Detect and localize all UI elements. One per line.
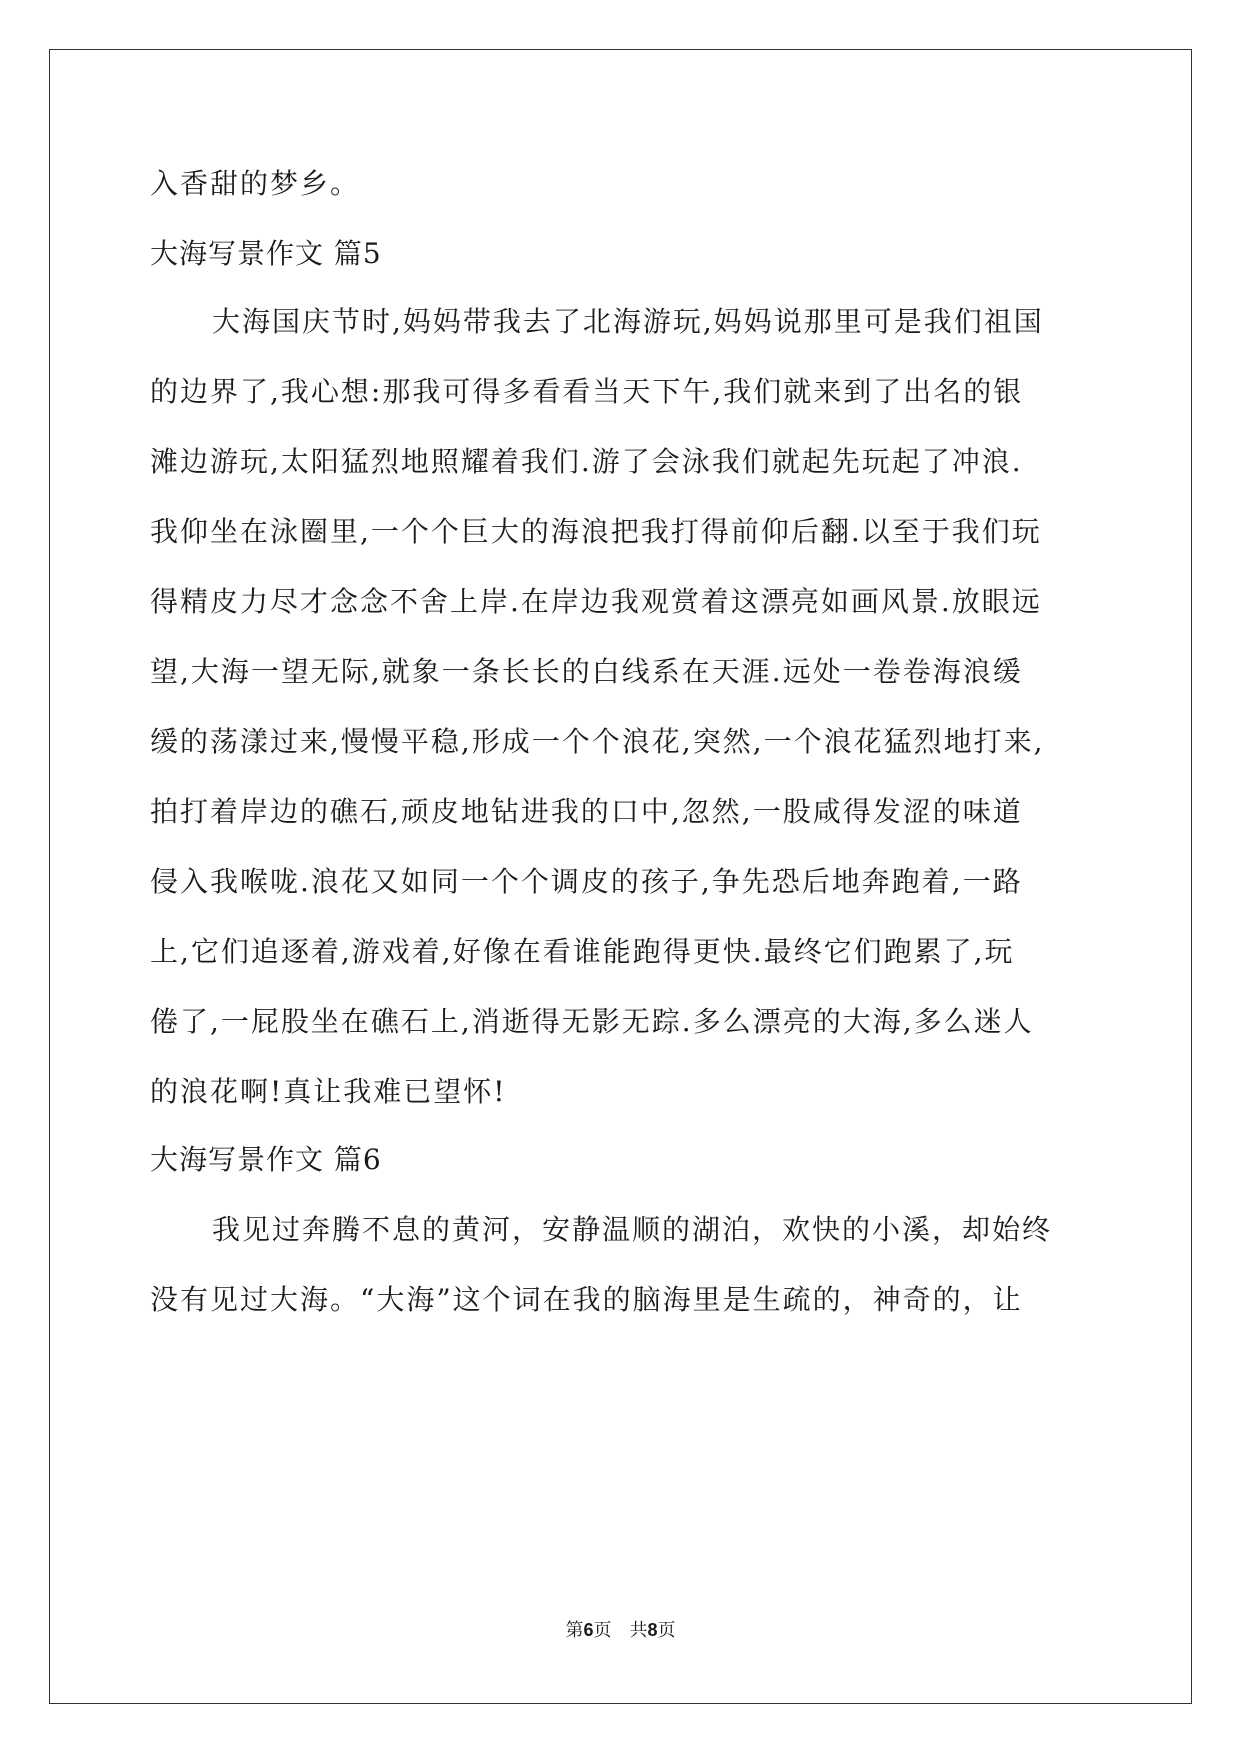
footer-middle: 页 共 <box>593 1620 648 1641</box>
section-heading-6: 大海写景作文 篇6 <box>150 1143 382 1176</box>
text-line: 上,它们追逐着,游戏着,好像在看谁能跑得更快.最终它们跑累了,玩 <box>150 935 1015 968</box>
text-line: 的浪花啊!真让我难已望怀! <box>150 1075 507 1108</box>
text-line: 得精皮力尽才念念不舍上岸.在岸边我观赏着这漂亮如画风景.放眼远 <box>150 585 1042 618</box>
text-line: 入香甜的梦乡。 <box>150 167 361 200</box>
text-line: 拍打着岸边的礁石,顽皮地钻进我的口中,忽然,一股咸得发涩的味道 <box>150 795 1023 828</box>
page-footer <box>0 1618 1241 1643</box>
text-line: 倦了,一屁股坐在礁石上,消逝得无影无踪.多么漂亮的大海,多么迷人 <box>150 1005 1034 1038</box>
section-heading-5: 大海写景作文 篇5 <box>150 237 382 270</box>
footer-prefix: 第 <box>565 1620 584 1641</box>
footer-suffix: 页 <box>657 1620 676 1641</box>
text-line: 缓的荡漾过来,慢慢平稳,形成一个个浪花,突然,一个浪花猛烈地打来, <box>150 725 1045 758</box>
text-line: 望,大海一望无际,就象一条长长的白线系在天涯.远处一卷卷海浪缓 <box>150 655 1023 688</box>
current-page-number: 6 <box>583 1620 594 1640</box>
text-line: 大海国庆节时,妈妈带我去了北海游玩,妈妈说那里可是我们祖国 <box>212 305 1044 338</box>
text-line: 滩边游玩,太阳猛烈地照耀着我们.游了会泳我们就起先玩起了冲浪. <box>150 445 1023 478</box>
text-line: 没有见过大海。“大海”这个词在我的脑海里是生疏的，神奇的，让 <box>150 1283 1023 1316</box>
total-page-count: 8 <box>647 1620 658 1640</box>
text-line: 我仰坐在泳圈里,一个个巨大的海浪把我打得前仰后翻.以至于我们玩 <box>150 515 1042 548</box>
text-line: 的边界了,我心想:那我可得多看看当天下午,我们就来到了出名的银 <box>150 375 1024 408</box>
text-line: 侵入我喉咙.浪花又如同一个个调皮的孩子,争先恐后地奔跑着,一路 <box>150 865 1023 898</box>
text-line: 我见过奔腾不息的黄河，安静温顺的湖泊，欢快的小溪，却始终 <box>212 1213 1053 1246</box>
